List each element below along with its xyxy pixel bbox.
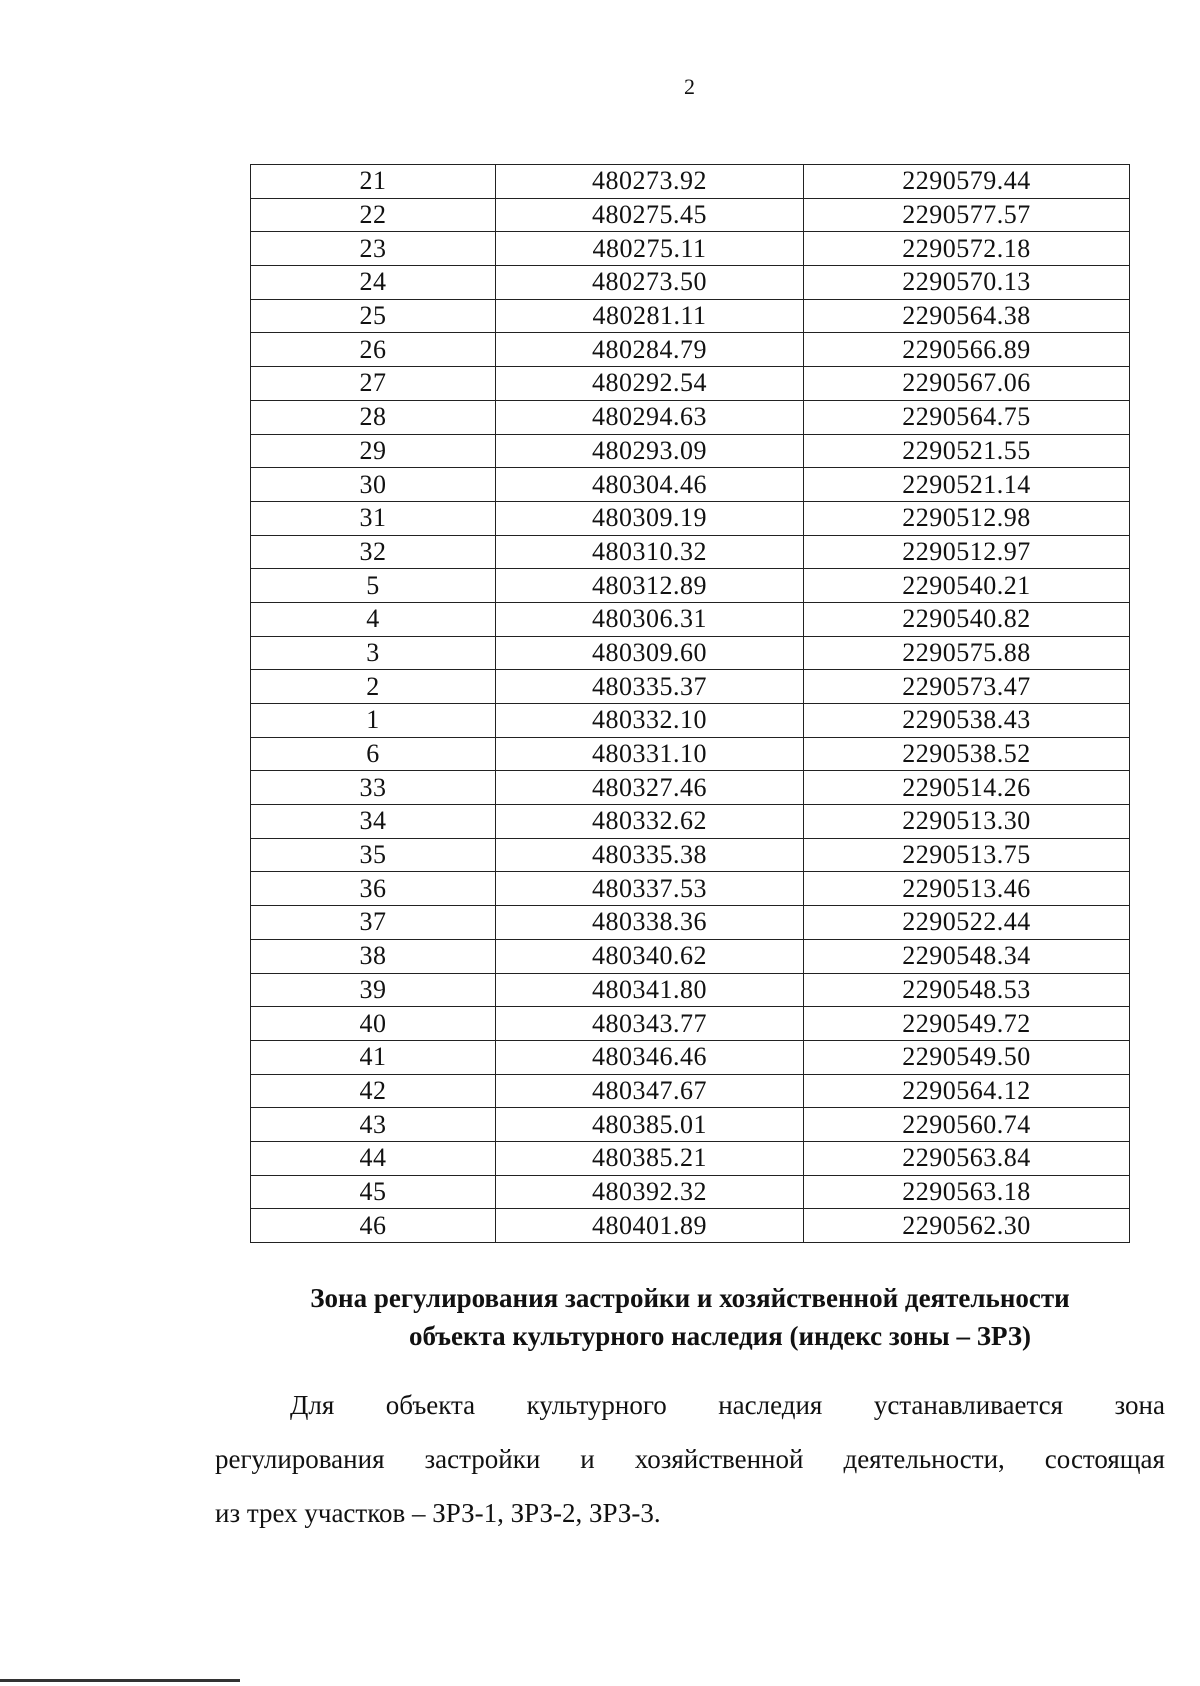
point-number-cell: 23 [251,232,496,266]
x-coordinate-cell: 480275.45 [496,198,804,232]
table-row [251,1175,1130,1209]
y-coordinate-cell: 2290560.74 [804,1108,1130,1142]
x-coordinate-cell: 480284.79 [496,333,804,367]
table-row [251,266,1130,300]
paragraph-word: Для [290,1390,335,1420]
x-coordinate-cell: 480343.77 [496,1007,804,1041]
y-coordinate-cell: 2290549.50 [804,1040,1130,1074]
point-number-cell: 45 [251,1175,496,1209]
paragraph-word: регулирования [215,1444,385,1474]
point-number-cell: 43 [251,1108,496,1142]
point-number-cell: 30 [251,468,496,502]
x-coordinate-cell: 480338.36 [496,906,804,940]
page-number: 2 [684,74,695,99]
x-coordinate-cell: 480292.54 [496,367,804,401]
x-coordinate-cell: 480327.46 [496,771,804,805]
point-number-cell: 39 [251,973,496,1007]
x-coordinate-cell: 480340.62 [496,939,804,973]
point-number-cell: 2 [251,670,496,704]
y-coordinate-cell: 2290548.53 [804,973,1130,1007]
x-coordinate-cell: 480347.67 [496,1074,804,1108]
point-number-cell: 44 [251,1141,496,1175]
heading-line-2: объекта культурного наследия (индекс зоны – ЗРЗ) [408,1321,1032,1351]
paragraph-word: устанавливается [873,1390,1064,1420]
table-row [251,670,1130,704]
paragraph-word: культурного [526,1390,667,1420]
table-row [251,232,1130,266]
table-row [251,737,1130,771]
coordinates-table-body [251,165,1130,1243]
x-coordinate-cell: 480309.60 [496,636,804,670]
point-number-cell: 41 [251,1040,496,1074]
heading-line-1: Зона регулирования застройки и хозяйственной деятельности [310,1283,1070,1313]
table-row [251,838,1130,872]
x-coordinate-cell: 480335.37 [496,670,804,704]
y-coordinate-cell: 2290563.18 [804,1175,1130,1209]
table-row [251,501,1130,535]
point-number-cell: 31 [251,501,496,535]
body-paragraph [215,1378,1165,1540]
x-coordinate-cell: 480392.32 [496,1175,804,1209]
table-row [251,602,1130,636]
point-number-cell: 29 [251,434,496,468]
table-row [251,1209,1130,1243]
y-coordinate-cell: 2290513.75 [804,838,1130,872]
x-coordinate-cell: 480306.31 [496,602,804,636]
x-coordinate-cell: 480304.46 [496,468,804,502]
point-number-cell: 40 [251,1007,496,1041]
point-number-cell: 22 [251,198,496,232]
y-coordinate-cell: 2290549.72 [804,1007,1130,1041]
point-number-cell: 5 [251,569,496,603]
point-number-cell: 21 [251,165,496,199]
point-number-cell: 36 [251,872,496,906]
x-coordinate-cell: 480281.11 [496,299,804,333]
table-row [251,636,1130,670]
y-coordinate-cell: 2290567.06 [804,367,1130,401]
x-coordinate-cell: 480332.10 [496,704,804,738]
paragraph-word: состоящая [1044,1444,1165,1474]
point-number-cell: 38 [251,939,496,973]
y-coordinate-cell: 2290540.82 [804,602,1130,636]
table-row [251,939,1130,973]
y-coordinate-cell: 2290548.34 [804,939,1130,973]
point-number-cell: 33 [251,771,496,805]
table-row [251,569,1130,603]
x-coordinate-cell: 480310.32 [496,535,804,569]
x-coordinate-cell: 480332.62 [496,805,804,839]
point-number-cell: 27 [251,367,496,401]
table-row [251,872,1130,906]
x-coordinate-cell: 480385.01 [496,1108,804,1142]
scan-edge-line [0,1679,240,1682]
coordinates-table [250,164,1130,1243]
point-number-cell: 37 [251,906,496,940]
y-coordinate-cell: 2290575.88 [804,636,1130,670]
table-row [251,1141,1130,1175]
y-coordinate-cell: 2290514.26 [804,771,1130,805]
point-number-cell: 24 [251,266,496,300]
point-number-cell: 6 [251,737,496,771]
x-coordinate-cell: 480294.63 [496,400,804,434]
table-row [251,805,1130,839]
table-row [251,771,1130,805]
table-row [251,973,1130,1007]
y-coordinate-cell: 2290538.43 [804,704,1130,738]
point-number-cell: 1 [251,704,496,738]
table-row [251,1040,1130,1074]
x-coordinate-cell: 480273.50 [496,266,804,300]
table-row [251,906,1130,940]
table-row [251,367,1130,401]
section-heading [250,1279,1130,1355]
point-number-cell: 32 [251,535,496,569]
x-coordinate-cell: 480337.53 [496,872,804,906]
table-row [251,535,1130,569]
table-row [251,468,1130,502]
paragraph-word: застройки [424,1444,541,1474]
paragraph-word: деятельности, [843,1444,1005,1474]
x-coordinate-cell: 480275.11 [496,232,804,266]
y-coordinate-cell: 2290579.44 [804,165,1130,199]
y-coordinate-cell: 2290512.98 [804,501,1130,535]
table-row [251,1007,1130,1041]
paragraph-line-2 [215,1432,1165,1486]
x-coordinate-cell: 480331.10 [496,737,804,771]
paragraph-word: хозяйственной [634,1444,804,1474]
table-row [251,434,1130,468]
x-coordinate-cell: 480341.80 [496,973,804,1007]
y-coordinate-cell: 2290512.97 [804,535,1130,569]
point-number-cell: 34 [251,805,496,839]
point-number-cell: 42 [251,1074,496,1108]
y-coordinate-cell: 2290522.44 [804,906,1130,940]
y-coordinate-cell: 2290540.21 [804,569,1130,603]
paragraph-word: и [580,1444,595,1474]
table-row [251,198,1130,232]
y-coordinate-cell: 2290572.18 [804,232,1130,266]
point-number-cell: 28 [251,400,496,434]
y-coordinate-cell: 2290521.55 [804,434,1130,468]
table-row [251,1108,1130,1142]
paragraph-word: наследия [718,1390,823,1420]
y-coordinate-cell: 2290513.30 [804,805,1130,839]
table-row [251,400,1130,434]
table-row [251,299,1130,333]
x-coordinate-cell: 480273.92 [496,165,804,199]
y-coordinate-cell: 2290513.46 [804,872,1130,906]
table-row [251,333,1130,367]
x-coordinate-cell: 480346.46 [496,1040,804,1074]
point-number-cell: 3 [251,636,496,670]
point-number-cell: 26 [251,333,496,367]
x-coordinate-cell: 480309.19 [496,501,804,535]
paragraph-line-1 [215,1378,1165,1432]
y-coordinate-cell: 2290570.13 [804,266,1130,300]
y-coordinate-cell: 2290573.47 [804,670,1130,704]
x-coordinate-cell: 480401.89 [496,1209,804,1243]
y-coordinate-cell: 2290577.57 [804,198,1130,232]
x-coordinate-cell: 480385.21 [496,1141,804,1175]
table-row [251,1074,1130,1108]
y-coordinate-cell: 2290564.38 [804,299,1130,333]
point-number-cell: 35 [251,838,496,872]
paragraph-line-3: из трех участков – ЗРЗ-1, ЗРЗ-2, ЗРЗ-3. [215,1498,661,1528]
point-number-cell: 4 [251,602,496,636]
y-coordinate-cell: 2290521.14 [804,468,1130,502]
table-row [251,704,1130,738]
x-coordinate-cell: 480335.38 [496,838,804,872]
x-coordinate-cell: 480312.89 [496,569,804,603]
y-coordinate-cell: 2290538.52 [804,737,1130,771]
x-coordinate-cell: 480293.09 [496,434,804,468]
point-number-cell: 25 [251,299,496,333]
paragraph-word: зона [1114,1390,1165,1420]
y-coordinate-cell: 2290562.30 [804,1209,1130,1243]
y-coordinate-cell: 2290564.75 [804,400,1130,434]
y-coordinate-cell: 2290564.12 [804,1074,1130,1108]
paragraph-word: объекта [385,1390,476,1420]
point-number-cell: 46 [251,1209,496,1243]
y-coordinate-cell: 2290563.84 [804,1141,1130,1175]
table-row [251,165,1130,199]
y-coordinate-cell: 2290566.89 [804,333,1130,367]
